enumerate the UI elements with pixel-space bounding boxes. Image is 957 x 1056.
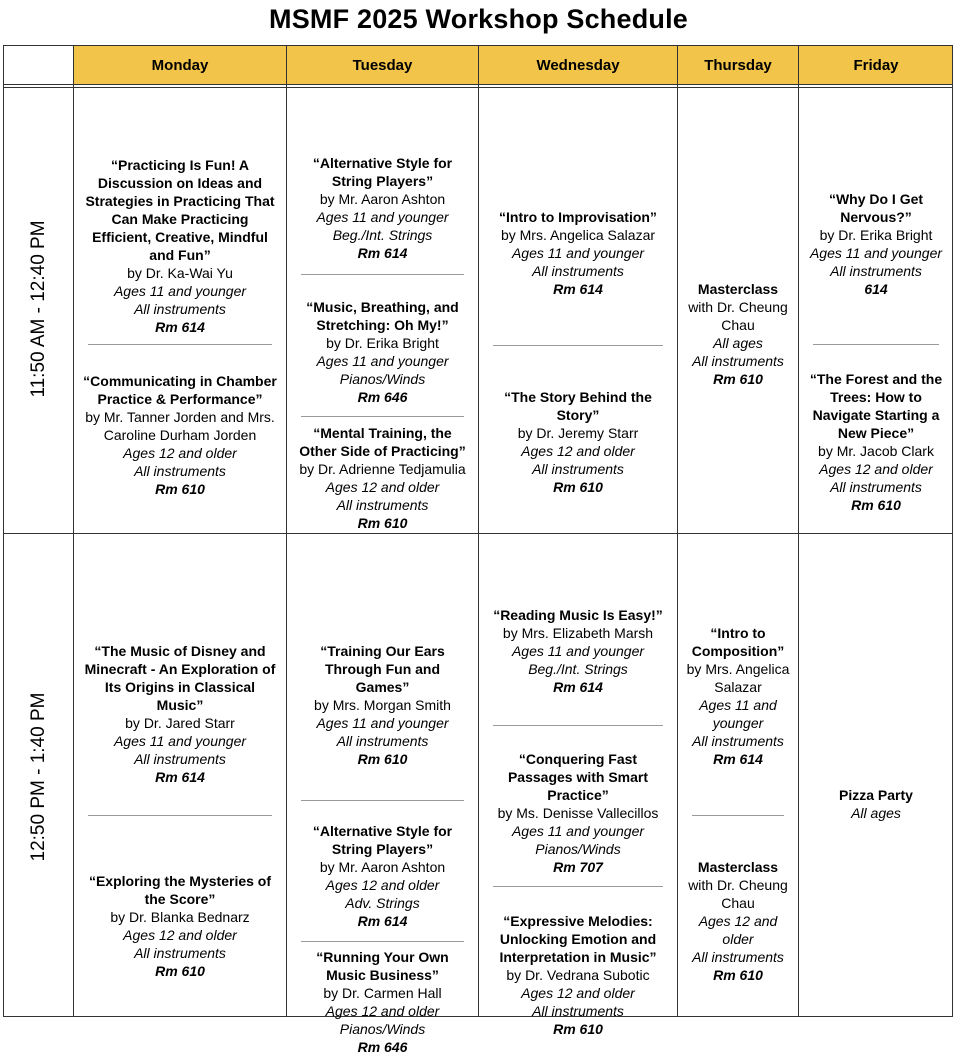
room-number: Rm 610 xyxy=(713,967,763,983)
workshop-tuesday-slot-2-2 xyxy=(287,822,478,930)
room-number: Rm 610 xyxy=(357,515,408,531)
instrument-group: Pianos/Winds xyxy=(535,841,621,857)
workshop-title: “Expressive Melodies: Unlocking Emotion and Interpretation in Music” xyxy=(499,913,657,965)
age-group: Ages 12 and older xyxy=(325,479,440,495)
cell-wednesday-slot-1 xyxy=(479,88,677,533)
instrument-group: All instruments xyxy=(134,751,226,767)
event-divider xyxy=(813,344,939,345)
age-group: Ages 12 and older xyxy=(325,1003,440,1019)
workshop-friday-slot-2-1 xyxy=(799,786,953,822)
instrument-group: All instruments xyxy=(336,497,429,513)
instrument-group: Beg./Int. Strings xyxy=(332,227,433,243)
instrument-group: Pianos/Winds xyxy=(339,1021,426,1037)
workshop-tuesday-slot-1-1 xyxy=(287,154,478,262)
workshop-wednesday-slot-2-2 xyxy=(479,750,677,876)
age-group: Ages 11 and younger xyxy=(316,353,449,369)
workshop-title: “The Story Behind the Story” xyxy=(504,389,652,423)
presenter: by Dr. Erika Bright xyxy=(326,335,439,351)
workshop-monday-slot-1-1 xyxy=(74,156,286,336)
cell-monday-slot-2 xyxy=(74,535,286,1016)
workshop-monday-slot-2-2 xyxy=(74,872,286,980)
presenter: by Ms. Denisse Vallecillos xyxy=(497,805,659,821)
workshop-title: “Alternative Style for String Players” xyxy=(312,155,453,189)
room-number: 614 xyxy=(864,281,888,297)
cell-tuesday-slot-2 xyxy=(287,535,478,1055)
workshop-thursday-slot-2-2 xyxy=(678,858,798,984)
age-group: Ages 11 and younger xyxy=(511,245,645,261)
day-header-friday: Friday xyxy=(853,57,899,74)
age-group: Ages 12 and older xyxy=(698,913,778,947)
instrument-group: All instruments xyxy=(692,949,784,965)
workshop-title: “Intro to Improvisation” xyxy=(499,209,657,225)
instrument-group: All instruments xyxy=(532,263,624,279)
age-group: Ages 11 and younger xyxy=(316,715,449,731)
event-divider xyxy=(88,815,272,816)
presenter: by Dr. Vedrana Subotic xyxy=(506,967,650,983)
cell-monday-slot-1 xyxy=(74,88,286,533)
workshop-title: “Communicating in Chamber Practice & Performance” xyxy=(83,373,277,407)
workshop-title: “Exploring the Mysteries of the Score” xyxy=(88,873,272,907)
instrument-group: All instruments xyxy=(830,263,922,279)
time-slot-1-label: 11:50 AM - 12:40 PM xyxy=(28,220,49,398)
cell-friday-slot-1 xyxy=(799,88,953,533)
event-divider xyxy=(301,274,464,275)
presenter: by Dr. Carmen Hall xyxy=(323,985,442,1001)
day-header-tuesday: Tuesday xyxy=(352,57,413,74)
workshop-title: “Mental Training, the Other Side of Practicing” xyxy=(299,425,466,459)
event-divider xyxy=(88,344,272,345)
presenter: by Mrs. Elizabeth Marsh xyxy=(502,625,654,641)
room-number: Rm 646 xyxy=(357,389,408,405)
instrument-group: All instruments xyxy=(830,479,922,495)
age-group: Ages 12 and older xyxy=(325,877,440,893)
instrument-group: All instruments xyxy=(336,733,429,749)
room-number: Rm 614 xyxy=(357,245,408,261)
day-header-wednesday: Wednesday xyxy=(536,57,620,74)
workshop-title: “Running Your Own Music Business” xyxy=(316,949,449,983)
room-number: Rm 610 xyxy=(357,751,408,767)
presenter: with Dr. Cheung Chau xyxy=(688,877,788,911)
cell-tuesday-slot-1 xyxy=(287,88,478,533)
event-divider xyxy=(493,345,663,346)
room-number: Rm 707 xyxy=(553,859,603,875)
workshop-title: “The Forest and the Trees: How to Navigate Starting a New Piece” xyxy=(809,371,943,441)
workshop-wednesday-slot-2-1 xyxy=(479,606,677,696)
age-group: Ages 12 and older xyxy=(819,461,933,477)
room-number: Rm 610 xyxy=(553,479,603,495)
age-group: Ages 11 and younger xyxy=(511,823,645,839)
presenter: by Mrs. Angelica Salazar xyxy=(686,661,790,695)
day-header-monday: Monday xyxy=(151,57,209,74)
workshop-title: “Training Our Ears Through Fun and Games” xyxy=(320,643,445,695)
workshop-friday-slot-1-2 xyxy=(799,370,953,514)
workshop-tuesday-slot-2-1 xyxy=(287,642,478,768)
presenter: by Dr. Blanka Bednarz xyxy=(110,909,250,925)
workshop-tuesday-slot-1-2 xyxy=(287,298,478,406)
instrument-group: Pianos/Winds xyxy=(339,371,426,387)
presenter: by Dr. Ka-Wai Yu xyxy=(127,265,233,281)
age-group: Ages 12 and older xyxy=(521,985,635,1001)
room-number: Rm 614 xyxy=(553,281,603,297)
instrument-group: All instruments xyxy=(532,1003,624,1019)
instrument-group: All instruments xyxy=(134,301,226,317)
workshop-tuesday-slot-1-3 xyxy=(287,424,478,532)
room-number: Rm 614 xyxy=(155,769,205,785)
presenter: by Mrs. Morgan Smith xyxy=(314,697,451,713)
workshop-wednesday-slot-1-2 xyxy=(479,388,677,496)
workshop-title: Pizza Party xyxy=(839,787,913,803)
workshop-title: “Why Do I Get Nervous?” xyxy=(828,191,924,225)
room-number: Rm 610 xyxy=(553,1021,603,1037)
age-group: Ages 12 and older xyxy=(521,443,635,459)
room-number: Rm 614 xyxy=(713,751,763,767)
room-number: Rm 610 xyxy=(713,371,763,387)
room-number: Rm 614 xyxy=(155,319,205,335)
workshop-wednesday-slot-1-1 xyxy=(479,208,677,298)
cell-friday-slot-2 xyxy=(799,535,953,1016)
workshop-title: “Music, Breathing, and Stretching: Oh My!” xyxy=(306,299,459,333)
workshop-title: “The Music of Disney and Minecraft - An Exploration of Its Origins in Classical Music” xyxy=(84,643,276,713)
presenter: by Mr. Aaron Ashton xyxy=(319,859,446,875)
event-divider xyxy=(301,941,464,942)
schedule-table xyxy=(3,45,953,1055)
room-number: Rm 614 xyxy=(357,913,408,929)
presenter: by Mr. Jacob Clark xyxy=(818,443,934,459)
age-group: Ages 12 and older xyxy=(123,927,237,943)
presenter: by Dr. Jared Starr xyxy=(125,715,235,731)
workshop-title: “Reading Music Is Easy!” xyxy=(493,607,663,623)
age-group: Ages 12 and older xyxy=(123,445,237,461)
workshop-title: Masterclass xyxy=(697,859,779,875)
workshop-monday-slot-1-2 xyxy=(74,372,286,498)
age-group: All ages xyxy=(713,335,763,351)
instrument-group: All instruments xyxy=(532,461,624,477)
day-header-thursday: Thursday xyxy=(704,57,772,74)
workshop-title: “Alternative Style for String Players” xyxy=(312,823,453,857)
age-group: Ages 11 and younger xyxy=(113,283,247,299)
event-divider xyxy=(301,416,464,417)
event-divider xyxy=(692,815,784,816)
presenter: by Mr. Tanner Jorden and Mrs. Caroline Durham Jorden xyxy=(85,409,275,443)
age-group: Ages 11 and younger xyxy=(699,697,777,731)
presenter: by Mrs. Angelica Salazar xyxy=(500,227,656,243)
workshop-tuesday-slot-2-3 xyxy=(287,948,478,1056)
room-number: Rm 610 xyxy=(155,481,205,497)
cell-thursday-slot-2 xyxy=(678,535,798,1016)
workshop-friday-slot-1-1 xyxy=(799,190,953,298)
workshop-wednesday-slot-2-3 xyxy=(479,912,677,1038)
instrument-group: Adv. Strings xyxy=(345,895,420,911)
instrument-group: All instruments xyxy=(692,733,784,749)
age-group: Ages 11 and younger xyxy=(809,245,943,261)
event-divider xyxy=(493,725,663,726)
instrument-group: All instruments xyxy=(134,463,226,479)
room-number: Rm 646 xyxy=(357,1039,408,1055)
age-group: Ages 11 and younger xyxy=(316,209,449,225)
instrument-group: Beg./Int. Strings xyxy=(528,661,628,677)
cell-thursday-slot-1 xyxy=(678,88,798,533)
age-group: Ages 11 and younger xyxy=(511,643,645,659)
workshop-title: “Practicing Is Fun! A Discussion on Ideas and Strategies in Practicing That Can Make Practicing Efficient, Creative, Mindful and Fun” xyxy=(85,157,275,263)
presenter: by Dr. Adrienne Tedjamulia xyxy=(299,461,466,477)
presenter: by Dr. Erika Bright xyxy=(819,227,933,243)
room-number: Rm 610 xyxy=(155,963,205,979)
workshop-title: Masterclass xyxy=(697,281,779,297)
workshop-monday-slot-2-1 xyxy=(74,642,286,786)
age-group: All ages xyxy=(851,805,901,821)
event-divider xyxy=(493,886,663,887)
instrument-group: All instruments xyxy=(692,353,784,369)
workshop-title: “Conquering Fast Passages with Smart Practice” xyxy=(507,751,649,803)
page-title: MSMF 2025 Workshop Schedule xyxy=(269,4,688,34)
room-number: Rm 614 xyxy=(553,679,603,695)
presenter: with Dr. Cheung Chau xyxy=(688,299,788,333)
time-slot-2-label: 12:50 PM - 1:40 PM xyxy=(28,692,49,861)
presenter: by Dr. Jeremy Starr xyxy=(517,425,639,441)
workshop-thursday-slot-2-1 xyxy=(678,624,798,768)
room-number: Rm 610 xyxy=(851,497,901,513)
workshop-thursday-slot-1-1 xyxy=(678,280,798,388)
event-divider xyxy=(301,800,464,801)
instrument-group: All instruments xyxy=(134,945,226,961)
cell-wednesday-slot-2 xyxy=(479,535,677,1037)
presenter: by Mr. Aaron Ashton xyxy=(319,191,446,207)
workshop-title: “Intro to Composition” xyxy=(691,625,785,659)
age-group: Ages 11 and younger xyxy=(113,733,247,749)
